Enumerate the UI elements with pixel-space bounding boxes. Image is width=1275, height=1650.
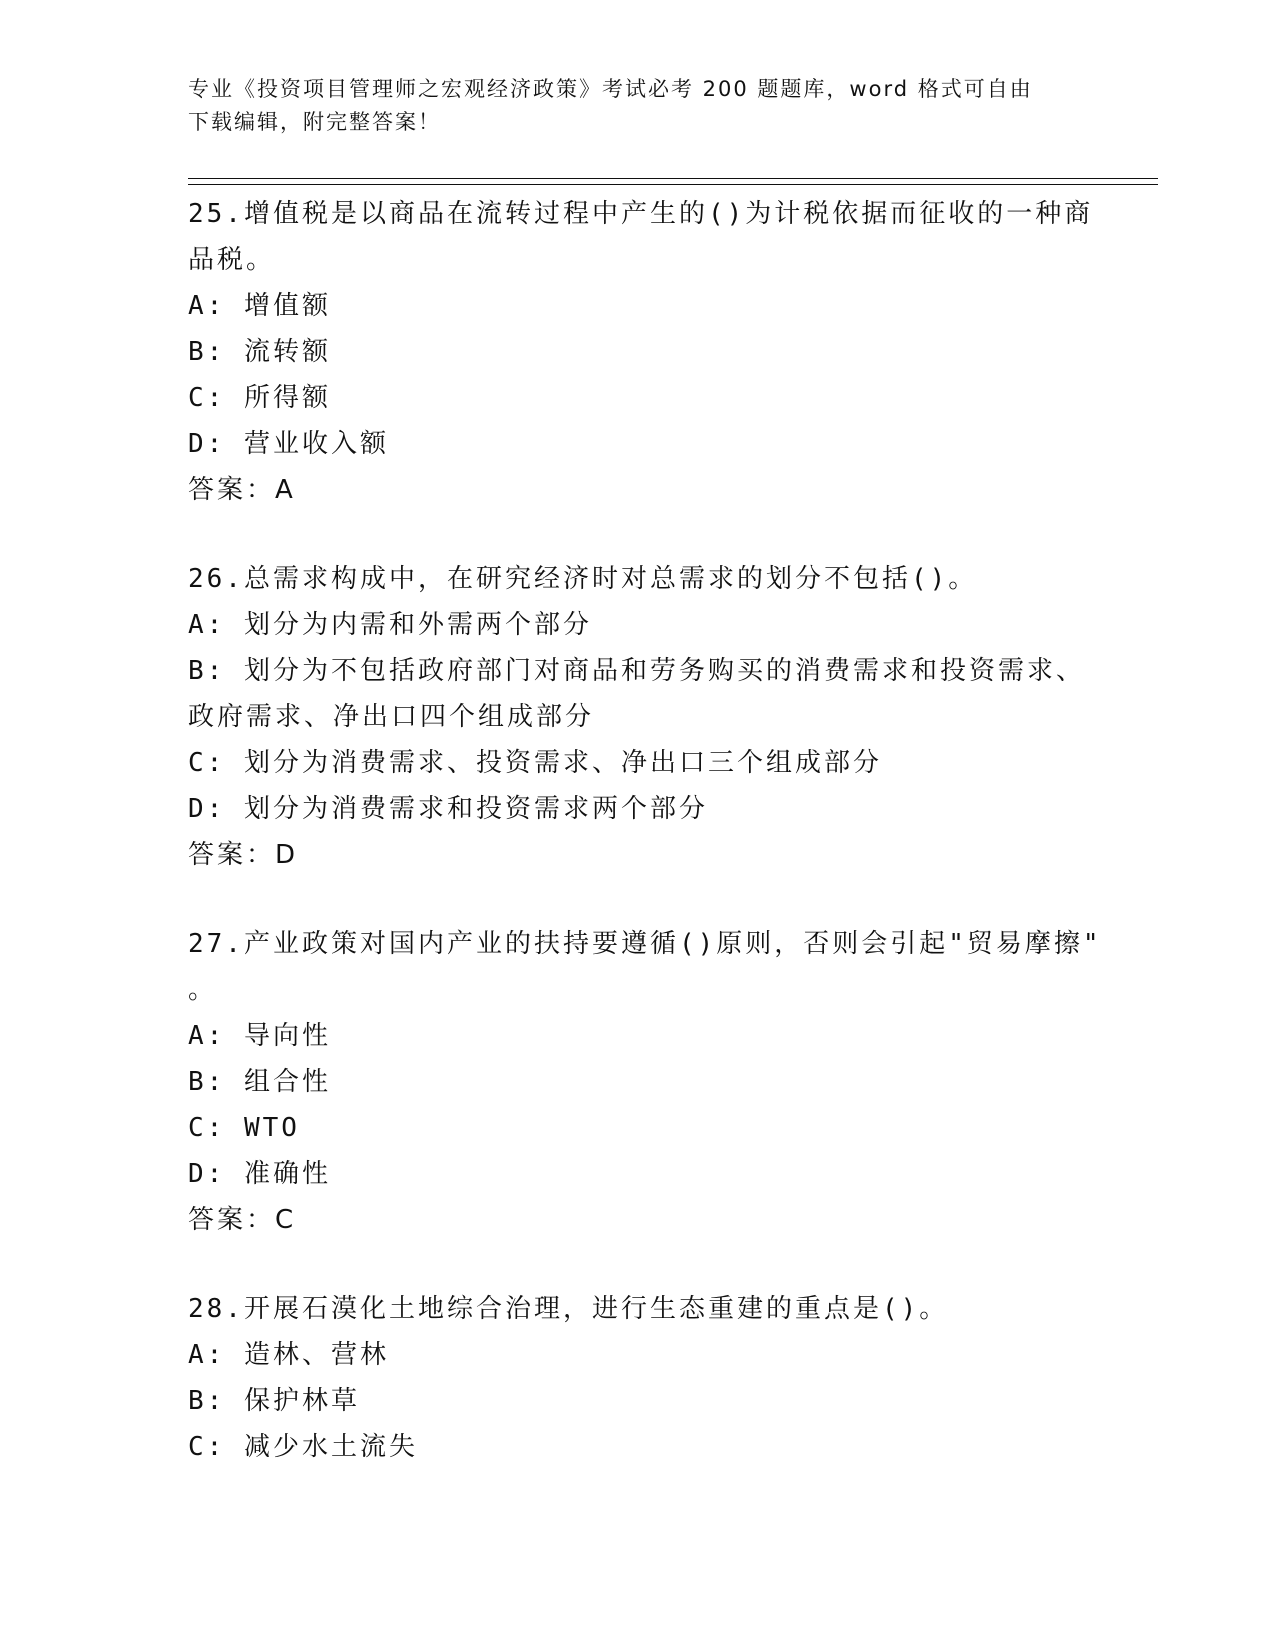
spacer [188,1243,1088,1286]
header-divider-top [188,178,1158,179]
option-b: B: 划分为不包括政府部门对商品和劳务购买的消费需求和投资需求、 [188,656,1085,686]
option-a: A: 造林、营林 [188,1340,389,1370]
header-divider-bottom [188,184,1158,185]
option-b: B: 流转额 [188,337,331,367]
option-c: C: 减少水土流失 [188,1432,418,1462]
question-28 [188,1286,1088,1470]
document-header [188,73,1088,139]
question-stem: 27.产业政策对国内产业的扶持要遵循()原则，否则会引起"贸易摩擦" [188,929,1102,959]
option-d: D: 准确性 [188,1159,331,1189]
question-stem: 28.开展石漠化土地综合治理，进行生态重建的重点是()。 [188,1294,949,1324]
question-stem: 26.总需求构成中，在研究经济时对总需求的划分不包括()。 [188,564,978,594]
option-c: C: 所得额 [188,383,331,413]
option-b: B: 组合性 [188,1067,331,1097]
spacer [188,878,1088,921]
header-line-1: 专业《投资项目管理师之宏观经济政策》考试必考 200 题题库，word 格式可自由 [188,77,1033,101]
question-stem: 25.增值税是以商品在流转过程中产生的()为计税依据而征收的一种商 [188,199,1094,229]
option-d: D: 营业收入额 [188,429,389,459]
answer: 答案：A [188,475,296,505]
option-b-continued: 政府需求、净出口四个组成部分 [188,702,595,732]
question-25 [188,191,1094,513]
header-line-2: 下载编辑，附完整答案！ [188,110,441,134]
option-b: B: 保护林草 [188,1386,360,1416]
question-list [188,191,1102,1470]
option-a: A: 划分为内需和外需两个部分 [188,610,592,640]
answer: 答案：D [188,840,299,870]
option-a: A: 导向性 [188,1021,331,1051]
option-c: C: WTO [188,1113,300,1143]
question-26 [188,556,1088,878]
question-27 [188,921,1102,1243]
option-c: C: 划分为消费需求、投资需求、净出口三个组成部分 [188,748,882,778]
option-a: A: 增值额 [188,291,331,321]
question-stem-continued: 品税。 [188,245,276,275]
question-stem-continued: 。 [188,975,218,1005]
answer: 答案：C [188,1205,297,1235]
option-d: D: 划分为消费需求和投资需求两个部分 [188,794,708,824]
spacer [188,513,1088,556]
